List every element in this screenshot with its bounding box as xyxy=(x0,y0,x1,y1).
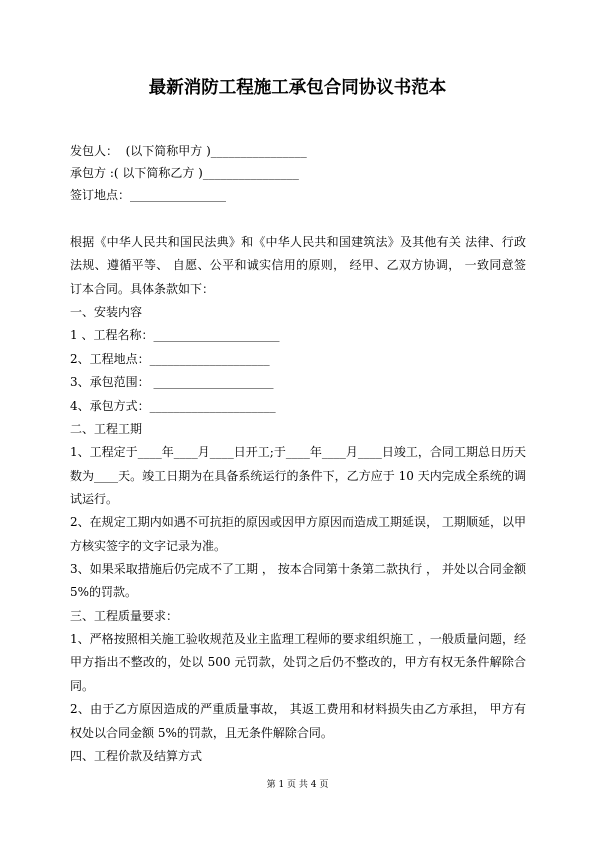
contractor-line: 承包方 :( 以下简称乙方 )________________ xyxy=(70,166,299,180)
quality-clause-line: 同。 xyxy=(70,678,95,693)
delay-clause-line: 方核实签字的文字记录为准。 xyxy=(70,538,227,553)
section-heading-schedule: 二、工程工期 xyxy=(70,421,143,436)
contract-body xyxy=(70,231,526,768)
section-heading-installation: 一、安装内容 xyxy=(70,305,143,320)
schedule-clause-line: 数为____天。竣工日期为在具备系统运行的条件下，乙方应于 10 天内完成全系统的调 xyxy=(70,468,526,483)
quality-accident-clause-line: 权处以合同金额 5%的罚款，且无条件解除合同。 xyxy=(70,725,333,740)
contract-mode-line: 4、承包方式：_____________________ xyxy=(70,398,276,413)
preamble-line: 订本合同。具体条款如下： xyxy=(70,281,215,296)
schedule-clause-line: 1、工程定于____年____月____日开工;于____年____月____日竣工，合同工期总日历天 xyxy=(70,445,526,460)
quality-clause-line: 1、严格按照相关施工验收规范及业主监理工程师的要求组织施工 ，一般质量问题，经 xyxy=(70,632,526,647)
penalty-clause-line: 5%的罚款。 xyxy=(70,585,138,600)
preamble-line: 根据《中华人民共和国民法典》和《中华人民共和国建筑法》及其他有关 法律、行政 xyxy=(70,235,526,249)
contract-parties xyxy=(70,140,526,206)
preamble-line: 法规、遵循平等、 自愿、公平和诚实信用的原则， 经甲、乙双方协调， 一致同意签 xyxy=(70,258,526,273)
project-location-line: 2、工程地点：____________________ xyxy=(70,351,270,366)
signing-place-line: 签订地点：________________ xyxy=(70,188,227,202)
quality-clause-line: 甲方指出不整改的，处以 500 元罚款，处罚之后仍不整改的，甲方有权无条件解除合 xyxy=(70,655,526,670)
penalty-clause-line: 3、如果采取措施后仍完成不了工期 ， 按本合同第十条第二款执行 ， 并处以合同金额 xyxy=(70,562,526,577)
quality-accident-clause-line: 2、由于乙方原因造成的严重质量事故， 其返工费用和材料损失由乙方承担， 甲方有 xyxy=(70,702,526,717)
project-name-line: 1 、工程名称：_____________________ xyxy=(70,328,280,343)
document-title: 最新消防工程施工承包合同协议书范本 xyxy=(148,78,447,98)
schedule-clause-line: 试运行。 xyxy=(70,491,119,506)
page-number-footer: 第 1 页 共 4 页 xyxy=(266,780,329,790)
delay-clause-line: 2、在规定工期内如遇不可抗拒的原因或因甲方原因而造成工期延误， 工期顺延，以甲 xyxy=(70,515,526,530)
contract-scope-line: 3、承包范围： ____________________ xyxy=(70,375,274,390)
employer-line: 发包人： (以下简称甲方 )________________ xyxy=(70,144,307,158)
section-heading-price-settlement: 四、工程价款及结算方式 xyxy=(70,748,203,763)
section-heading-quality: 三、工程质量要求： xyxy=(70,608,179,623)
